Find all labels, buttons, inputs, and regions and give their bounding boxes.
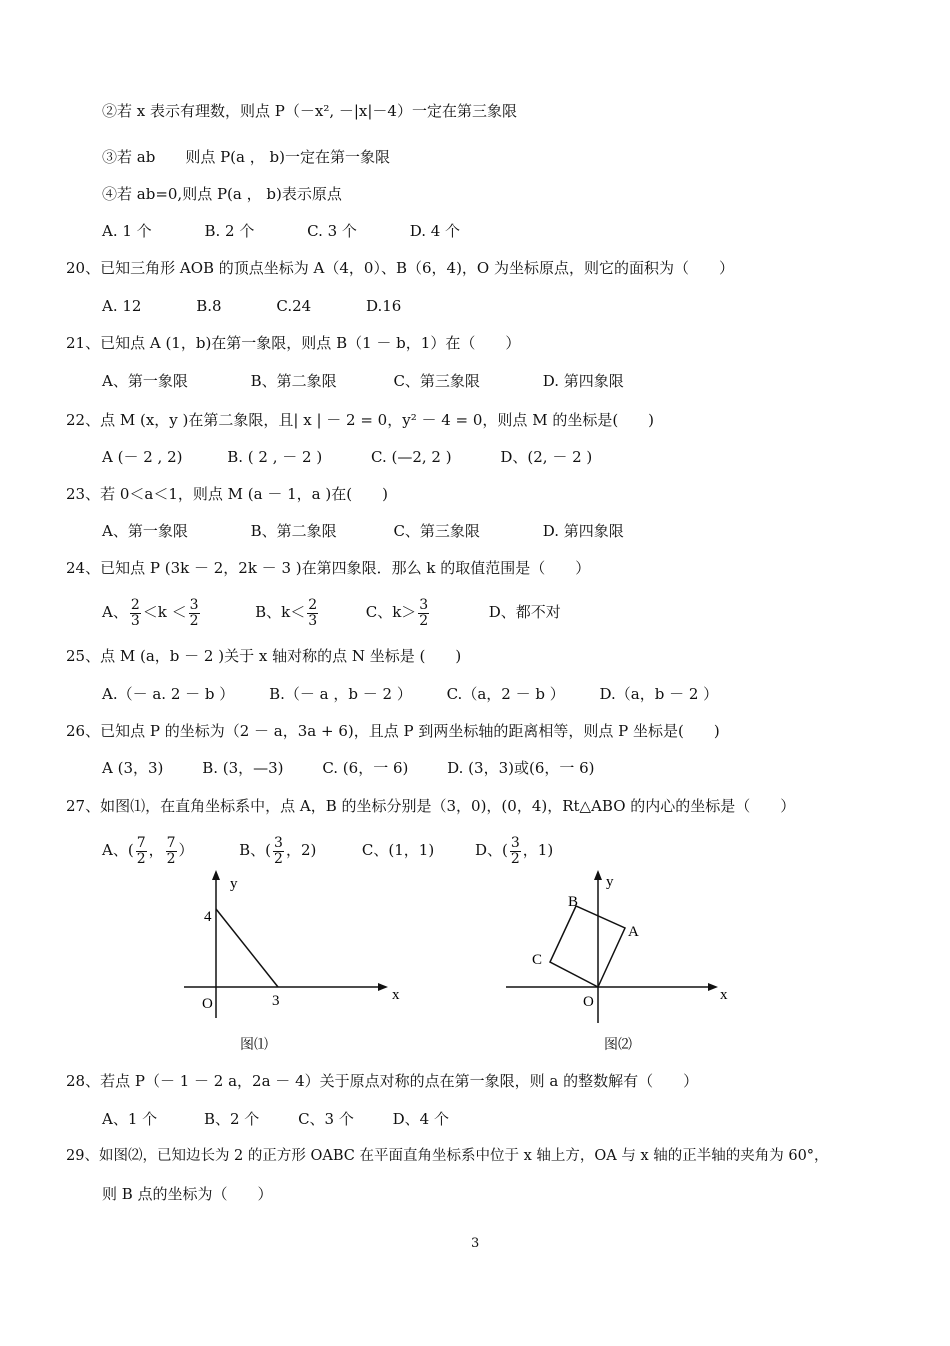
- option-a: A. 12: [102, 297, 142, 315]
- option-d: D. 4 个: [409, 222, 461, 240]
- vertex-b-label: B: [568, 894, 579, 910]
- x-axis-arrow: [378, 983, 388, 991]
- option-c: C、(1，1): [361, 841, 435, 859]
- option-b: B.8: [196, 297, 222, 315]
- option-c: C、k＞ $\frac{3}{2}$: [365, 596, 429, 629]
- option-b: B、k＜ $\frac{2}{3}$: [255, 596, 318, 629]
- x-tick-label: 3: [272, 993, 280, 1009]
- option-a: A、第一象限: [102, 372, 188, 390]
- option-b: B、第二象限: [250, 522, 337, 540]
- y-tick-label: 4: [204, 909, 212, 925]
- option-d: D. 第四象限: [542, 522, 624, 540]
- options-26: [102, 758, 595, 778]
- option-c: C、第三象限: [393, 522, 480, 540]
- x-axis-label: x: [720, 987, 728, 1003]
- question-28: 28、若点 P（－ 1 － 2 a，2a － 4）关于原点对称的点在第一象限，则 a 的整数解有（ ）: [66, 1072, 699, 1090]
- figure-2-caption: 图⑵: [604, 1037, 632, 1053]
- option-d: D. 第四象限: [542, 372, 624, 390]
- fraction: $\frac{3}{2}$: [189, 596, 199, 629]
- square-oabc: [550, 906, 625, 987]
- figure-2: [500, 868, 740, 1028]
- option-b: B.（－ a ，b － 2 ）: [269, 685, 412, 703]
- option-c: C、第三象限: [393, 372, 480, 390]
- fraction: $\frac{7}{2}$: [166, 834, 176, 867]
- option-a: A. 1 个: [102, 222, 152, 240]
- options-23: [102, 521, 624, 541]
- statement-3: ③若 ab 则点 P(a ， b)一定在第一象限: [102, 148, 390, 166]
- vertex-c-label: C: [532, 952, 543, 968]
- option-d: D. (3，3)或(6，一 6): [447, 759, 595, 777]
- option-d: D.16: [365, 297, 402, 315]
- hypotenuse-ab: [216, 909, 278, 987]
- origin-label: O: [583, 994, 594, 1010]
- question-29: 29、如图⑵，已知边长为 2 的正方形 OABC 在平面直角坐标系中位于 x 轴上方，OA 与 x 轴的正半轴的夹角为 60°，: [66, 1148, 829, 1164]
- fraction: $\frac{2}{3}$: [130, 596, 140, 629]
- question-22: 22、点 M (x，y )在第二象限，且| x | － 2 = 0，y² － 4 = 0，则点 M 的坐标是( ): [66, 411, 655, 429]
- option-a: A、( $\frac{7}{2}$ ， $\frac{7}{2}$ ）: [102, 834, 194, 867]
- option-b: B、( $\frac{3}{2}$ ，2): [239, 834, 317, 867]
- option-d: D.（a，b － 2 ）: [599, 685, 719, 703]
- y-axis-label: y: [230, 876, 238, 892]
- figure-1-caption: 图⑴: [240, 1037, 268, 1053]
- fraction: $\frac{3}{2}$: [419, 596, 429, 629]
- y-axis-arrow: [594, 870, 602, 880]
- option-c: C. (—2, 2 ): [371, 448, 452, 466]
- option-c: C. (6，一 6): [322, 759, 409, 777]
- x-axis-label: x: [392, 987, 400, 1003]
- options-25: [102, 684, 718, 704]
- fraction: $\frac{7}{2}$: [136, 834, 146, 867]
- options-21: [102, 371, 624, 391]
- question-23: 23、若 0＜a＜1，则点 M (a － 1，a )在( ): [66, 485, 388, 503]
- option-c: C.24: [276, 297, 312, 315]
- option-c: C.（a，2 － b ）: [446, 685, 565, 703]
- y-axis-label: y: [606, 874, 614, 890]
- page-number: 3: [471, 1236, 480, 1251]
- question-27: 27、如图⑴，在直角坐标系中，点 A，B 的坐标分别是（3，0)，(0，4)，Rt△ABO 的内心的坐标是（ ）: [66, 797, 796, 815]
- option-a: A、第一象限: [102, 522, 188, 540]
- option-d: D、4 个: [392, 1110, 449, 1128]
- vertex-a-label: A: [628, 924, 639, 940]
- options-20: [102, 296, 401, 316]
- option-c: C、3 个: [298, 1110, 354, 1128]
- option-d: D、( $\frac{3}{2}$ ，1): [474, 834, 554, 867]
- options-22: [102, 447, 592, 467]
- fraction: $\frac{2}{3}$: [308, 596, 318, 629]
- option-a: A、1 个: [102, 1110, 158, 1128]
- options-19: [102, 221, 460, 241]
- option-a: A (－ 2 , 2): [102, 448, 183, 466]
- option-b: B、第二象限: [250, 372, 337, 390]
- origin-label: O: [202, 996, 213, 1012]
- y-axis-arrow: [212, 870, 220, 880]
- option-a: A、 $\frac{2}{3}$ ＜k ＜ $\frac{3}{2}$: [102, 596, 199, 629]
- option-b: B. (3，—3): [202, 759, 284, 777]
- options-24: [102, 594, 561, 630]
- x-axis-arrow: [708, 983, 718, 991]
- figure-1: [180, 868, 400, 1028]
- option-d: D、都不对: [488, 603, 561, 621]
- option-d: D、(2, － 2 ): [500, 448, 593, 466]
- options-27: [102, 832, 553, 868]
- statement-2: ②若 x 表示有理数，则点 P（－x², －|x|－4）一定在第三象限: [102, 102, 517, 120]
- option-c: C. 3 个: [307, 222, 357, 240]
- option-a: A.（－ a. 2 － b ）: [102, 685, 235, 703]
- option-b: B. ( 2 , － 2 ): [227, 448, 323, 466]
- option-b: B. 2 个: [204, 222, 255, 240]
- question-26: 26、已知点 P 的坐标为（2 － a，3a + 6)，且点 P 到两坐标轴的距离相等，则点 P 坐标是( ): [66, 722, 720, 740]
- question-20: 20、已知三角形 AOB 的顶点坐标为 A（4，0）、B（6，4)，O 为坐标原点，则它的面积为（ ）: [66, 259, 734, 277]
- option-a: A (3，3): [102, 759, 164, 777]
- question-24: 24、已知点 P (3k － 2，2k － 3 )在第四象限．那么 k 的取值范围是（ ）: [66, 559, 591, 577]
- option-b: B、2 个: [203, 1110, 260, 1128]
- fraction: $\frac{3}{2}$: [274, 834, 283, 867]
- question-25: 25、点 M (a，b － 2 )关于 x 轴对称的点 N 坐标是 ( ): [66, 647, 462, 665]
- statement-4: ④若 ab=0,则点 P(a ， b)表示原点: [102, 185, 342, 203]
- question-21: 21、已知点 A (1，b)在第一象限，则点 B（1 － b，1）在（ ）: [66, 334, 521, 352]
- options-28: [102, 1109, 449, 1129]
- question-29-continued: 则 B 点的坐标为（ ）: [102, 1185, 273, 1203]
- fraction: $\frac{3}{2}$: [510, 834, 520, 867]
